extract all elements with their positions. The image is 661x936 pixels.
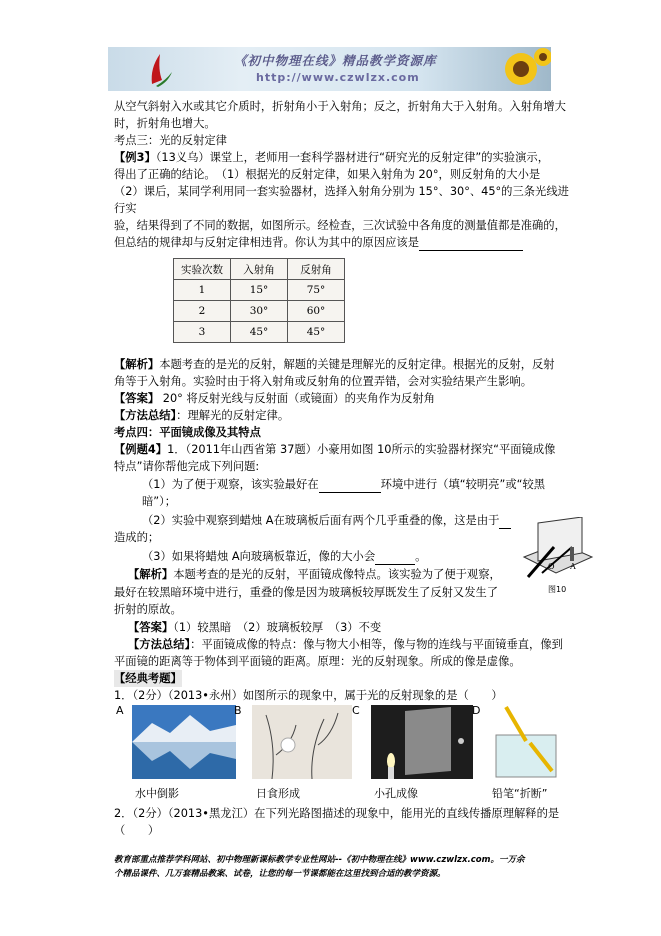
text-line: [142, 512, 511, 529]
pinhole-photo: [371, 705, 473, 779]
figure-label: 图10: [548, 585, 567, 594]
header-banner: [108, 47, 551, 91]
text-span: ：理解光的反射定律。: [176, 409, 290, 422]
option-caption: 日食形成: [256, 787, 300, 800]
text-line: 行实: [114, 202, 137, 215]
text-line: 暗”）；: [142, 495, 177, 508]
table-cell: 2: [174, 301, 231, 322]
table-cell: 45°: [231, 322, 288, 343]
option-caption: 水中倒影: [135, 787, 179, 800]
table-header: 实验次数: [174, 259, 231, 280]
text-line: 最好在较黑暗环境中进行，重叠的像是因为玻璃板较厚既发生了反射又发生了: [114, 586, 499, 599]
svg-text:O: O: [548, 562, 555, 571]
option-letter: A: [116, 704, 124, 717]
text-span: （13义乌）课堂上，老师用一套科学器材进行“研究光的反射定律”的实验演示，: [155, 151, 549, 164]
text-line: [128, 566, 501, 583]
text-line: 得出了正确的结论。 （1）根据光的反射定律，如果入射角为 20°，则反射角的大小是: [114, 168, 541, 181]
option-caption: 小孔成像: [374, 787, 418, 800]
text-span: （1）较黑暗 （2）玻璃板较厚 （3）不变: [173, 621, 382, 634]
logo-icon: [148, 50, 174, 88]
footer-line: 教育部重点推荐学科网站、初中物理新课标教学专业性网站--《初中物理在线》www.czwlzx.com。一万余: [114, 855, 525, 865]
answer-blank: [499, 516, 511, 529]
text-line: （3）如果将蜡烛 A向玻璃板靠近，像的大小会 。: [142, 550, 427, 563]
example-label: 【例3】: [114, 151, 156, 164]
table-cell: 3: [174, 322, 231, 343]
text-span: ：平面镜成像的特点：像与物大小相等，像与物的连线与平面镜垂直，像到: [190, 638, 563, 651]
table-row: [174, 280, 345, 301]
text-line: [114, 407, 289, 424]
text-line: 折射的原故。: [114, 603, 182, 616]
text-span: 1．（2011年山西省第 37题）小豪用如图 10所示的实验器材探究“平面镜成像: [167, 443, 556, 456]
answer-label: 【答案】: [114, 392, 160, 405]
table-cell: 1: [174, 280, 231, 301]
text-line: 时，折射角也增大。: [114, 117, 216, 130]
text-span: （3）如果将蜡烛 A向玻璃板靠近，像的大小会: [142, 550, 376, 563]
text-line: 1．（2分）（2013•永州）如图所示的现象中，属于光的反射现象的是（ ）: [114, 689, 503, 702]
text-line: [114, 441, 555, 458]
answer-blank: [419, 238, 523, 251]
text-line: [128, 636, 563, 653]
section-heading: 【经典考题】: [114, 672, 182, 685]
table-header: 入射角: [231, 259, 288, 280]
analysis-label: 【解析】: [128, 568, 174, 581]
section-heading: 考点三：光的反射定律: [114, 134, 227, 147]
banner-title: 《初中物理在线》精品教学资源库: [234, 53, 437, 68]
example-label: 【例题4】: [114, 443, 168, 456]
answer-blank: [375, 552, 415, 565]
reflection-photo: [132, 705, 236, 779]
text-line: [114, 149, 549, 166]
text-line: [114, 356, 555, 373]
text-line: 从空气斜射入水或其它介质时，折射角小于入射角；反之，折射角大于入射角。入射角增大: [114, 100, 566, 113]
sunflower-icon: [491, 47, 551, 91]
table-cell: 75°: [288, 280, 345, 301]
text-line: 验，结果得到了不同的数据，如图所示。经检查，三次试验中各角度的测量值都是准确的，: [114, 219, 566, 232]
option-caption: 铅笔“折断”: [492, 787, 548, 800]
table-row: [174, 301, 345, 322]
option-letter: D: [472, 704, 481, 717]
footer-line: 个精品课件、几万套精品教案、试卷，让您的每一节课都能在这里找到合适的教学资源。: [114, 869, 446, 879]
text-span: 本题考查的是光的反射，解题的关键是理解光的反射定律。根据光的反射，反射: [159, 358, 555, 371]
section-heading: 考点四：平面镜成像及其特点: [114, 426, 261, 439]
text-line: （2）课后，某同学利用同一套实验器材，选择入射角分别为 15°、30°、45°的三条光线进: [114, 185, 569, 198]
method-label: 【方法总结】: [114, 409, 177, 422]
svg-text:A: A: [570, 562, 576, 571]
table-cell: 45°: [288, 322, 345, 343]
answer-label: 【答案】: [128, 621, 174, 634]
analysis-label: 【解析】: [114, 358, 160, 371]
table-cell: 60°: [288, 301, 345, 322]
text-line: 特点”请你帮他完成下列问题:: [114, 460, 260, 473]
text-span: 但总结的规律却与反射定律相违背。你认为其中的原因应该是: [114, 236, 420, 249]
table-cell: 30°: [231, 301, 288, 322]
text-line: [114, 390, 435, 407]
mirror-experiment-figure: [520, 517, 596, 593]
text-line: [142, 476, 545, 493]
option-letter: C: [352, 704, 360, 717]
method-label: 【方法总结】: [128, 638, 191, 651]
text-line: 角等于入射角。实验时由于将入射角或反射角的位置弄错，会对实验结果产生影响。: [114, 375, 532, 388]
table-header: 反射角: [288, 259, 345, 280]
option-letter: B: [234, 704, 242, 717]
text-span: （2）实验中观察到蜡烛 A在玻璃板后面有两个几乎重叠的像，这是由于: [142, 514, 500, 527]
text-line: 造成的；: [114, 531, 160, 544]
text-line: （ ）: [114, 824, 160, 837]
eclipse-photo: [252, 705, 352, 779]
table-header-row: [174, 259, 345, 280]
text-line: 平面镜的距离等于物体到平面镜的距离。原理：光的反射现象。所成的像是虚像。: [114, 655, 521, 668]
text-span: 本题考查的是光的反射，平面镜成像特点。该实验为了便于观察，: [173, 568, 501, 581]
text-line: 2．（2分）（2013•黑龙江）在下列光路图描述的现象中，能用光的直线传播原理解释的是: [114, 807, 560, 820]
text-line: [128, 619, 381, 636]
pencil-photo: [486, 705, 566, 779]
banner-url: http://www.czwlzx.com: [256, 71, 420, 84]
table-row: [174, 322, 345, 343]
answer-blank: [319, 480, 381, 493]
table-cell: 15°: [231, 280, 288, 301]
text-span: 20° 将反射光线与反射面（或镜面）的夹角作为反射角: [159, 392, 435, 405]
text-span: （1）为了便于观察，该实验最好在: [142, 478, 319, 491]
experiment-table: [173, 258, 345, 343]
text-span: 环境中进行（填“较明亮”或“较黑: [380, 478, 546, 491]
text-line: [114, 234, 523, 251]
